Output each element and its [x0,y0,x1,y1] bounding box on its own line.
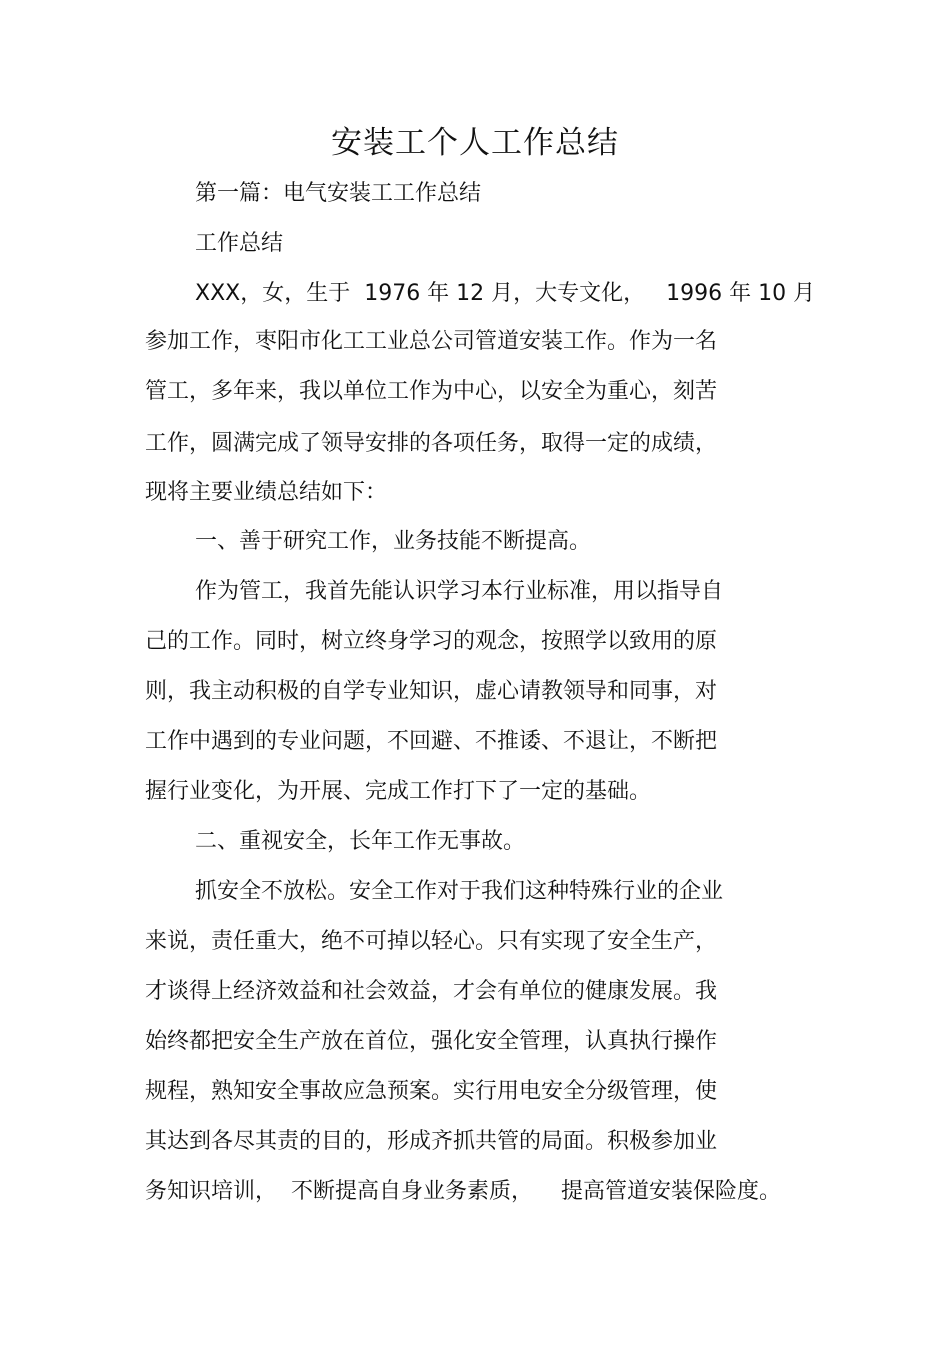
paragraph-line: 规程，熟知安全事故应急预案。实行用电安全分级管理，使 [145,1079,718,1104]
paragraph-line: 才谈得上经济效益和社会效益，才会有单位的健康发展。我 [145,979,718,1004]
paragraph-line: 握行业变化，为开展、完成工作打下了一定的基础。 [145,779,652,804]
paragraph-line: 管工，多年来，我以单位工作为中心，以安全为重心，刻苦 [145,379,718,404]
section-heading: 工作总结 [195,231,284,256]
paragraph-line: 则，我主动积极的自学专业知识，虚心请教领导和同事，对 [145,679,718,704]
paragraph-line: XXX，女，生于 1976 年 12 月，大专文化， 1996 年 10 月 [195,281,816,306]
document-title: 安装工个人工作总结 [331,125,619,161]
paragraph-line: 务知识培训， 不断提高自身业务素质， 提高管道安装保险度。 [145,1179,781,1204]
paragraph-line: 己的工作。同时，树立终身学习的观念，按照学以致用的原 [145,629,718,654]
section-point-heading: 一、善于研究工作，业务技能不断提高。 [195,529,592,554]
paragraph-line: 参加工作，枣阳市化工工业总公司管道安装工作。作为一名 [145,329,718,354]
paragraph-line: 工作，圆满完成了领导安排的各项任务，取得一定的成绩， [145,431,718,456]
paragraph-line: 现将主要业绩总结如下： [145,480,388,505]
section-point-heading: 二、重视安全，长年工作无事故。 [195,829,526,854]
paragraph-line: 其达到各尽其责的目的，形成齐抓共管的局面。积极参加业 [145,1129,718,1154]
paragraph-line: 抓安全不放松。安全工作对于我们这种特殊行业的企业 [195,879,724,904]
section-subtitle: 第一篇：电气安装工工作总结 [195,181,482,206]
paragraph-line: 来说，责任重大，绝不可掉以轻心。只有实现了安全生产， [145,929,718,954]
paragraph-line: 工作中遇到的专业问题，不回避、不推诿、不退让，不断把 [145,729,718,754]
paragraph-line: 始终都把安全生产放在首位，强化安全管理，认真执行操作 [145,1029,718,1054]
paragraph-line: 作为管工，我首先能认识学习本行业标准，用以指导自 [195,579,724,604]
